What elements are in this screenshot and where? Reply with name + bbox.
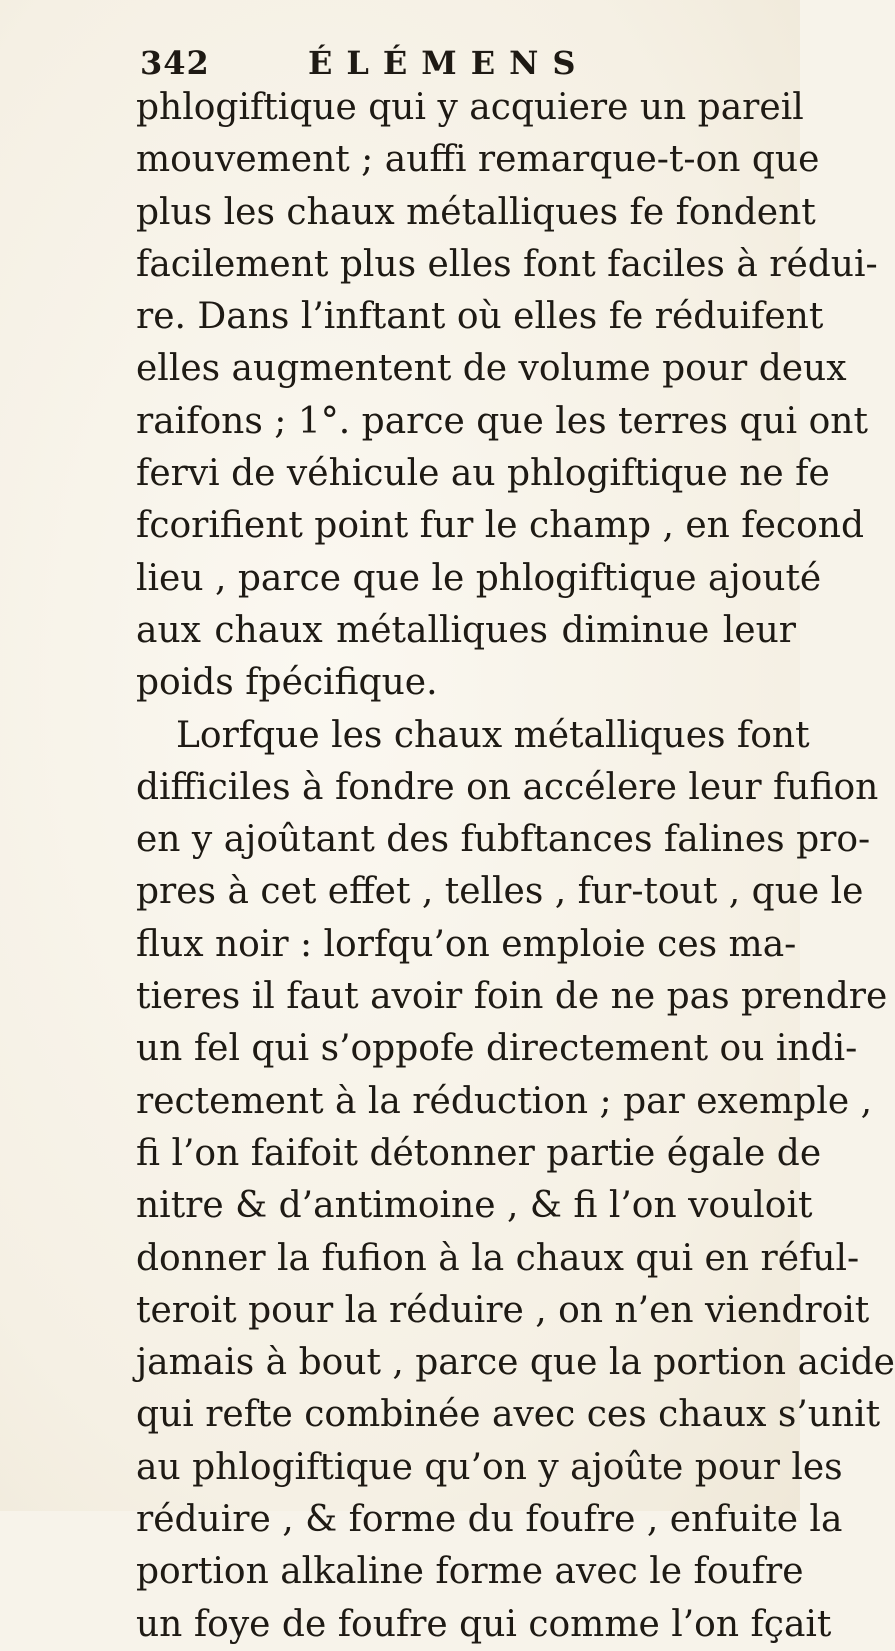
text-line: en y ajoûtant des fubftances falines pro- — [136, 819, 871, 861]
text-line: qui refte combinée avec ces chaux s’unit — [136, 1394, 881, 1436]
text-line: lieu , parce que le phlogiftique ajouté — [136, 557, 822, 599]
paragraph-start-line: Lorfque les chaux métalliques font — [176, 714, 810, 756]
text-line: fi l’on faifoit détonner partie égale de — [136, 1132, 822, 1174]
text-line: teroit pour la réduire , on n’en viendroit — [136, 1289, 870, 1331]
text-line: phlogiftique qui y acquiere un pareil — [136, 87, 804, 128]
text-line: jamais à bout , parce que la portion acide — [136, 1342, 895, 1384]
page-number: 342 — [140, 44, 210, 82]
text-line: pres à cet effet , telles , fur-tout , que le — [136, 871, 864, 913]
text-line: portion alkaline forme avec le foufre — [136, 1551, 804, 1593]
text-line: nitre & d’antimoine , & fi l’on vouloit — [136, 1185, 813, 1227]
text-line: un foye de foufre qui comme l’on fçait — [136, 1603, 832, 1645]
text-line: un fel qui s’oppofe directement ou indi- — [136, 1028, 858, 1070]
body-text — [136, 82, 895, 1651]
paragraph-end-line: poids fpécifique. — [136, 662, 438, 704]
text-line: tieres il faut avoir foin de ne pas prendre — [136, 976, 888, 1018]
text-line: réduire , & forme du foufre , enfuite la — [136, 1499, 843, 1541]
text-line: donner la fufion à la chaux qui en réful- — [136, 1237, 860, 1279]
text-line: plus les chaux métalliques fe fondent — [136, 191, 816, 233]
text-line: flux noir : lorfqu’on emploie ces ma- — [136, 923, 797, 965]
text-line: facilement plus elles font faciles à rédui- — [136, 243, 878, 285]
text-line: fcorifient point fur le champ , en fecond — [136, 505, 864, 547]
text-line: au phlogiftique qu’on y ajoûte pour les — [136, 1446, 843, 1488]
running-head: ÉLÉMENS — [308, 44, 590, 82]
text-line: mouvement ; auffi remarque-t-on que — [136, 139, 820, 181]
text-line: re. Dans l’inftant où elles fe réduifent — [136, 296, 824, 338]
text-line: elles augmentent de volume pour deux — [136, 348, 847, 390]
text-line: rectement à la réduction ; par exemple , — [136, 1080, 873, 1122]
text-line: difficiles à fondre on accélere leur fufion — [136, 766, 879, 808]
text-line: raifons ; 1°. parce que les terres qui ont — [136, 400, 868, 442]
text-line: aux chaux métalliques diminue leur — [136, 609, 796, 651]
text-line: fervi de véhicule au phlogiftique ne fe — [136, 453, 830, 495]
